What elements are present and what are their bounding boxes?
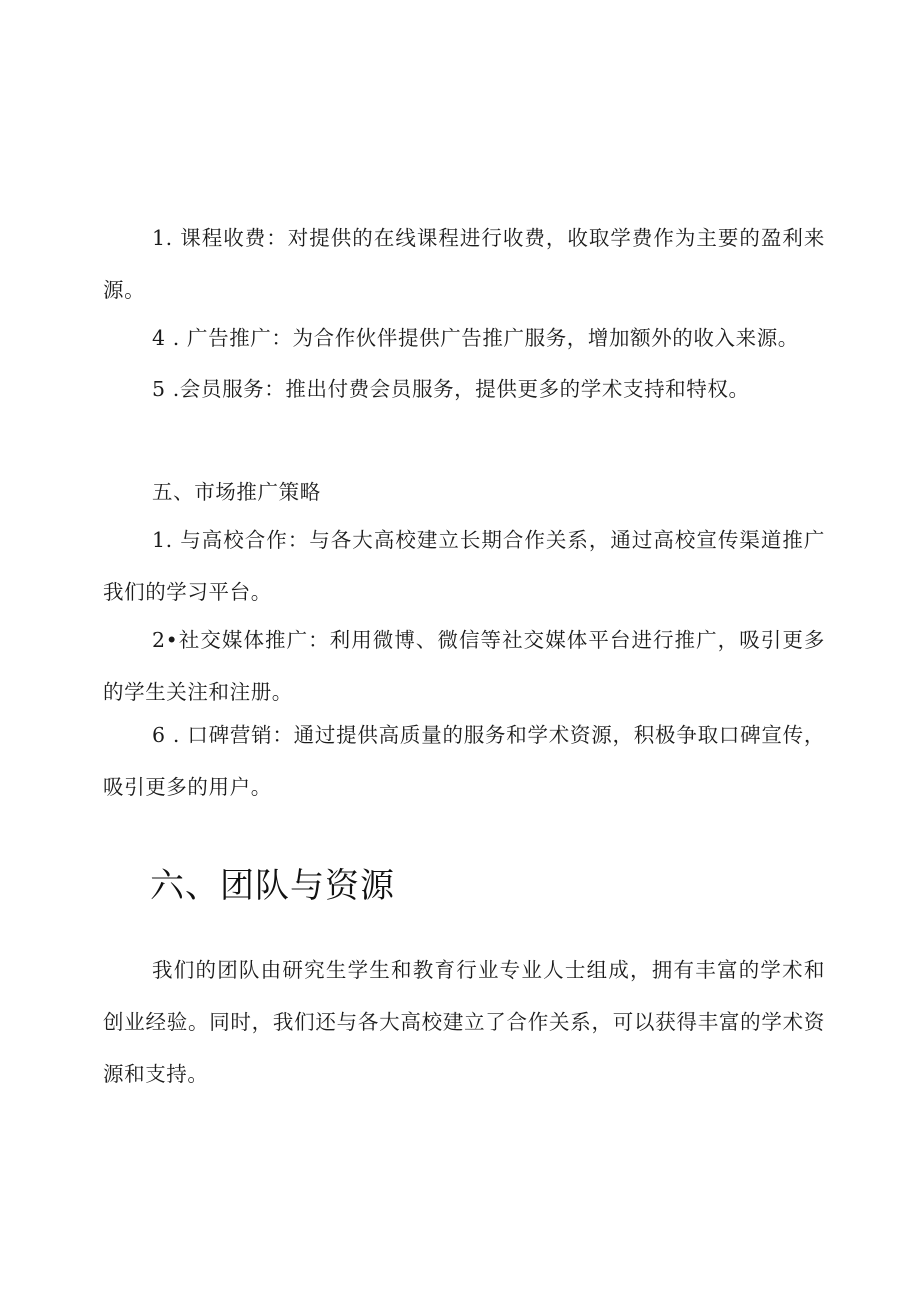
revenue-item-advertising: 4 . 广告推广：为合作伙伴提供广告推广服务，增加额外的收入来源。 xyxy=(152,326,799,350)
revenue-item-membership: 5 .会员服务：推出付费会员服务，提供更多的学术支持和特权。 xyxy=(152,377,750,401)
team-section-title: 六、团队与资源 xyxy=(150,866,395,906)
marketing-item-social-media: 2•社交媒体推广：利用微博、微信等社交媒体平台进行推广，吸引更多的学生关注和注册。 xyxy=(103,628,825,704)
team-section-body: 我们的团队由研究生学生和教育行业专业人士组成，拥有丰富的学术和创业经验。同时，我们还与各大高校建立了合作关系，可以获得丰富的学术资源和支持。 xyxy=(103,958,825,1086)
marketing-section-title: 五、市场推广策略 xyxy=(152,480,321,504)
marketing-item-university: 1. 与高校合作：与各大高校建立长期合作关系，通过高校宣传渠道推广我们的学习平台。 xyxy=(103,528,825,604)
revenue-item-course-fees: 1. 课程收费：对提供的在线课程进行收费，收取学费作为主要的盈利来源。 xyxy=(103,226,825,302)
marketing-item-word-of-mouth: 6 . 口碑营销：通过提供高质量的服务和学术资源，积极争取口碑宣传，吸引更多的用户。 xyxy=(103,723,825,799)
